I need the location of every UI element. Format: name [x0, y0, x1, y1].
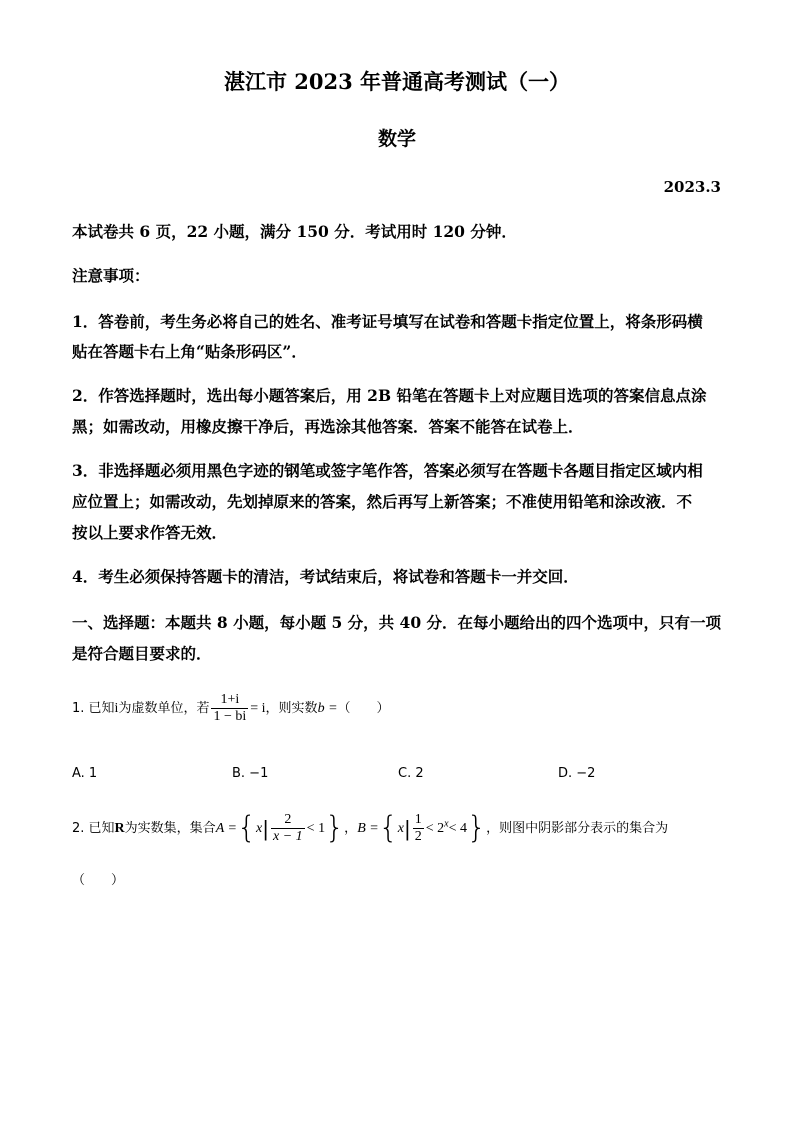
- q1-equals: = i: [250, 701, 266, 716]
- note-1-line-1: 1．答卷前，考生务必将自己的姓名、准考证号填写在试卷和答题卡指定位置上，将条形码横: [72, 312, 703, 331]
- q2-set-a-relation: < 1: [306, 821, 326, 836]
- subject-title: 数学: [377, 128, 416, 150]
- q1-i: i: [114, 701, 119, 716]
- q2-suffix: ，则图中阴影部分表示的集合为: [486, 821, 669, 836]
- note-3-line-1: 3．非选择题必须用黑色字迹的钢笔或签字笔作答，答案必须写在答题卡各题目指定区域内相: [72, 461, 703, 480]
- q2-set-b-denominator: 2: [414, 829, 422, 844]
- q2-set-b-x: x: [397, 821, 404, 836]
- q2-set-b-exponent: x: [444, 818, 449, 830]
- question-1: [72, 692, 390, 725]
- q2-set-a-fraction: [271, 812, 305, 845]
- q2-set-a-name: A =: [215, 821, 237, 836]
- q2-set-b-left-brace: {: [378, 810, 398, 846]
- q2-set-b-numerator: 1: [414, 812, 422, 827]
- q2-set-b-name: B =: [357, 821, 379, 836]
- q1-mid: 为虚数单位，若: [118, 701, 210, 716]
- q1-blank: （ ）: [337, 701, 390, 716]
- q2-set-a-numerator: 2: [271, 812, 305, 829]
- section-1-line-2: 是符合题目要求的．: [72, 644, 212, 663]
- question-2: [72, 812, 668, 845]
- exam-title: 湛江市 2023 年普通高考测试（一）: [223, 69, 571, 94]
- q2-set-a-right-brace: }: [325, 810, 345, 846]
- q2-set-b-relation: < 2: [425, 821, 445, 836]
- q2-set-b-fraction: [413, 812, 424, 845]
- note-2-line-2: 黑；如需改动，用橡皮擦干净后，再选涂其他答案．答案不能答在试卷上．: [72, 417, 584, 436]
- q1-prefix: 1. 已知: [72, 701, 115, 716]
- exam-date: 2023.3: [663, 178, 721, 196]
- q1-fraction: [211, 692, 248, 725]
- note-3-line-2: 应位置上；如需改动，先划掉原来的答案，然后再写上新答案；不准使用铅笔和涂改液．不: [72, 492, 693, 511]
- q2-set-a-bar: |: [262, 816, 269, 841]
- q2-real-set: R: [114, 821, 125, 836]
- q2-blank: （ ）: [72, 873, 125, 888]
- q1-fraction-denominator: 1 − bi: [213, 709, 247, 724]
- note-2-line-1: 2．作答选择题时，选出每小题答案后，用 2B 铅笔在答题卡上对应题目选项的答案信息点涂: [72, 386, 707, 405]
- q2-set-a-x: x: [256, 821, 263, 836]
- q2-set-b-relation-2: < 4: [448, 821, 468, 836]
- note-1-line-2: 贴在答题卡右上角“贴条形码区”．: [72, 342, 307, 361]
- q1-option-c: C. 2: [398, 766, 424, 781]
- q1-option-a: A. 1: [72, 766, 98, 781]
- section-1-line-1: 一、选择题：本题共 8 小题，每小题 5 分，共 40 分．在每小题给出的四个选项中，只有一项: [72, 613, 722, 632]
- q1-variable: b =: [317, 701, 338, 716]
- q2-mid: 为实数集，集合: [124, 821, 216, 836]
- q2-prefix: 2. 已知: [72, 821, 115, 836]
- q2-set-a-left-brace: {: [236, 810, 257, 846]
- notes-heading: 注意事项：: [72, 266, 150, 285]
- q1-suffix: ，则实数: [265, 701, 318, 716]
- q1-fraction-numerator: 1+i: [211, 692, 248, 709]
- intro-text: 本试卷共 6 页，22 小题，满分 150 分．考试用时 120 分钟．: [72, 222, 517, 241]
- q2-set-b-bar: |: [404, 816, 411, 841]
- q2-comma: ，: [344, 821, 358, 836]
- q1-option-d: D. −2: [558, 766, 596, 781]
- q1-option-b: B. −1: [232, 766, 269, 781]
- note-3-line-3: 按以上要求作答无效．: [72, 523, 228, 542]
- note-4-line-1: 4．考生必须保持答题卡的清洁，考试结束后，将试卷和答题卡一并交回．: [72, 567, 579, 586]
- q2-set-a-denominator: x − 1: [273, 829, 303, 844]
- q2-set-b-right-brace: }: [467, 810, 487, 846]
